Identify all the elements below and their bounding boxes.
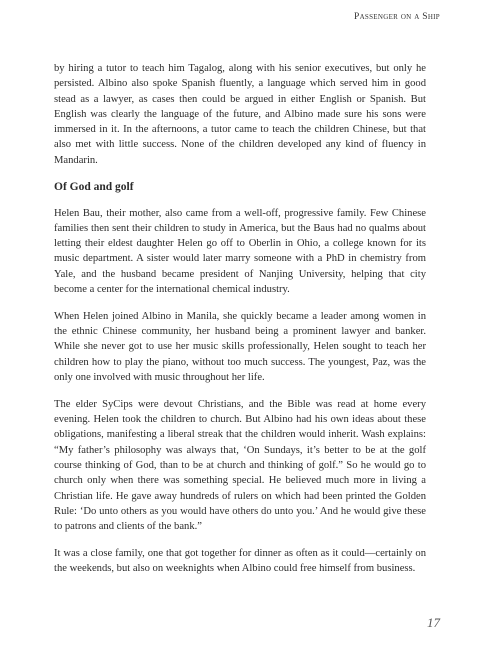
paragraph: Helen Bau, their mother, also came from a well-off, progressive family. Few Chinese families then sent their children to study in America, but the Baus had no qualms about letting their eldest daughter Helen go off to Oberlin in Ohio, a college known for its music department. A sister would later marry someone with a PhD in chemistry from Yale, and the husband became president of Nanjing University, helping that city become a center for the international chemical industry. bbox=[54, 207, 426, 296]
section-heading: Of God and golf bbox=[54, 180, 134, 193]
paragraph: The elder SyCips were devout Christians, and the Bible was read at home every evening. Helen took the children to church. But Albino had his own ideas about these obligations, manifesting a liberal streak that the children would inherit. Wash explains: “My father’s philosophy was always that, ‘On Sundays, it’s better to be at the golf course thinking of God, than to be at church and thinking of golf.” So he would go to church only when there was something special. He believed much more in living a Christian life. He gave away hundreds of rulers on which had been printed the Golden Rule: ‘Do unto others as you would have others do unto you.’ And he would give these to patrons and clients of the bank.” bbox=[54, 398, 426, 533]
paragraph: It was a close family, one that got together for dinner as often as it could—certainly on the weekends, but also on weeknights when Albino could free himself from business. bbox=[54, 548, 426, 575]
page-body bbox=[54, 61, 426, 588]
running-head: Passenger on a Ship bbox=[353, 12, 440, 22]
paragraph: When Helen joined Albino in Manila, she quickly became a leader among women in the ethnic Chinese community, her husband being a prominent lawyer and banker. While she never got to use her music skills professionally, Helen sought to teach her children how to play the piano, without too much success. The youngest, Paz, was the only one involved with music throughout her life. bbox=[54, 310, 426, 384]
paragraph: by hiring a tutor to teach him Tagalog, along with his senior executives, but only he persisted. Albino also spoke Spanish fluently, a language which served him in good stead as a lawyer, as cases then could be argued in either English or Spanish. But English was clearly the language of the future, and Albino made sure his sons were immersed in it. In the afternoons, a tutor came to teach the children Chinese, but that also met with little success. None of the children developed any kind of fluency in Mandarin. bbox=[54, 63, 426, 166]
page-number: 17 bbox=[427, 615, 440, 630]
